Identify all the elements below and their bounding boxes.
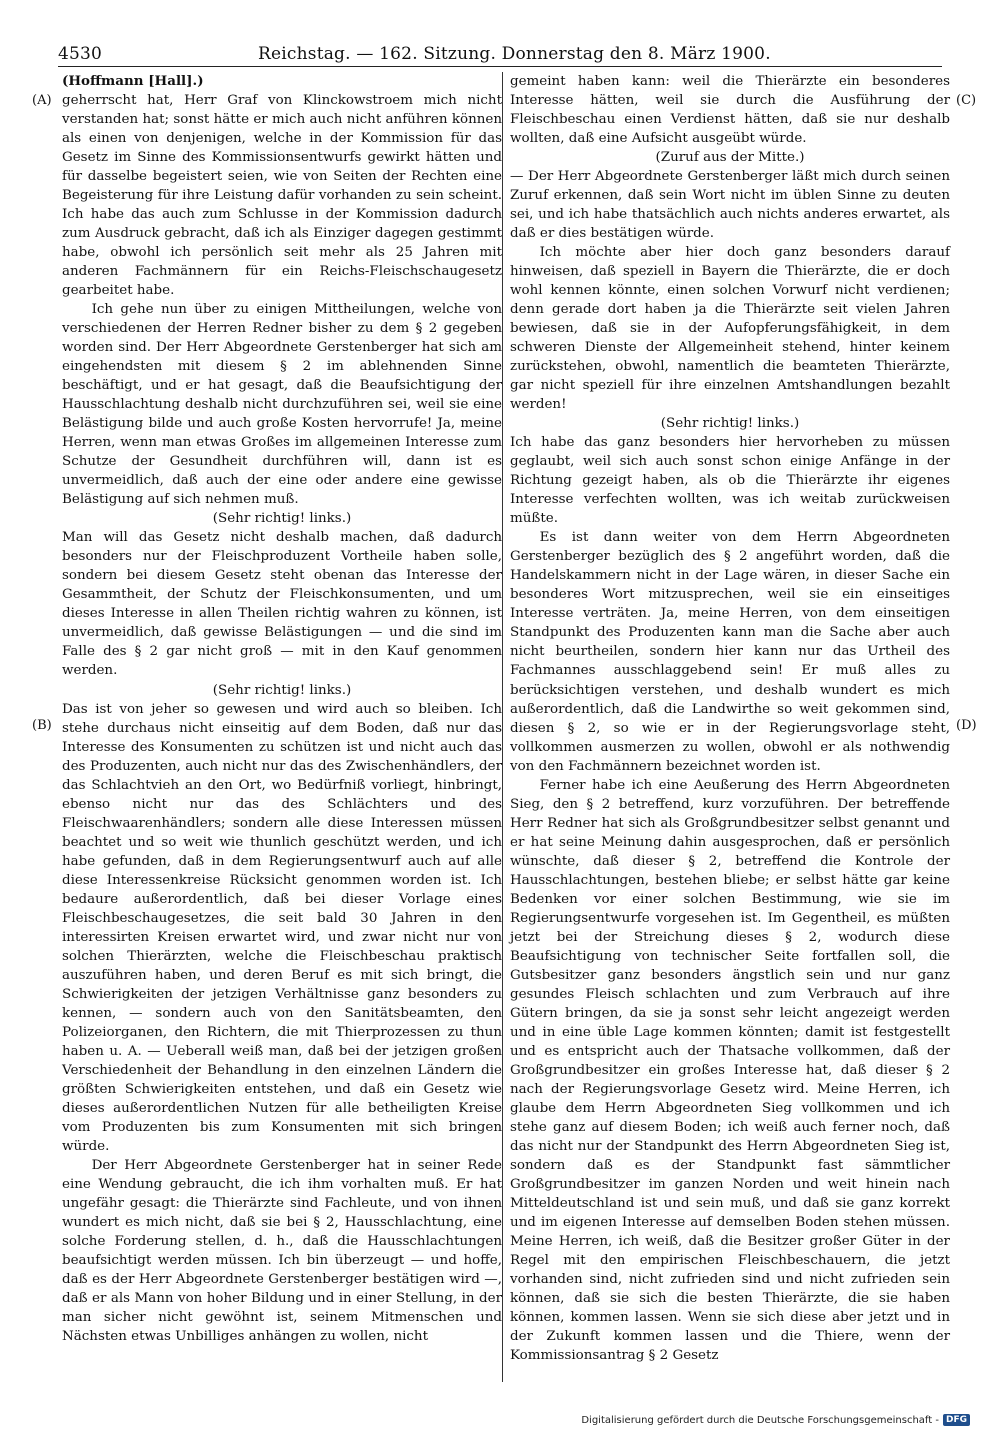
page-number: 4530 (58, 44, 103, 64)
dfg-logo: DFG (943, 1414, 970, 1426)
margin-marker-d: (D) (956, 718, 977, 733)
paragraph: Ich möchte aber hier doch ganz besonders darauf hinweisen, daß speziell in Bayern die Thierärzte, die er doch wohl kennen könnte, einen solchen Vorwurf nicht verdienen; denn gerade dort haben ja die Thierärzte seit vielen Jahren bewiesen, daß sie in der Aufopferungsfähigkeit, in dem schweren Dienste der Allgemeinheit stehend, hinter keinem zurückstehen, obwohl, namentlich die beamteten Thierärzte, gar nicht speziell für ihre einzelnen Amtshandlungen bezahlt werden! (510, 245, 950, 413)
column-divider (502, 72, 503, 1382)
interjection: (Sehr richtig! links.) (212, 511, 352, 527)
paragraph: gemeint haben kann: weil die Thierärzte ein besonderes Interesse hätten, weil sie durch die Ausführung der Fleischbeschau einen Verdienst hätten, daß sie nur deshalb wollten, daß eine Aufsicht ausgeübt würde. (510, 74, 950, 147)
speaker-label: (Hoffmann [Hall].) (62, 73, 204, 89)
margin-marker-c: (C) (956, 93, 977, 108)
right-column (510, 72, 950, 1386)
interjection: (Sehr richtig! links.) (212, 682, 352, 698)
paragraph: Ferner habe ich eine Aeußerung des Herrn Abgeordneten Sieg, den § 2 betreffend, kurz vorzuführen. Der betreffende Herr Redner hat sich als Großgrundbesitzer selbst genannt und er hat seine Meinung dahin ausgesprochen, daß er persönlich wünschte, daß dieser § 2, betreffend die Kontrole der Hausschlachtungen, bestehen bliebe; er selbst hätte gar keine Bedenken vor einer solchen Bestimmung, wie sie im Regierungsentwurfe vorgesehen ist. Im Gegentheil, es müßten jetzt bei der Streichung dieses § 2, wodurch diese Beaufsichtigung von technischer Seite fortfallen soll, die Gutsbesitzer ganz besonders ängstlich sein und nur ganz gesundes Fleisch schlachten und zum Verbrauch auf ihre Gütern bringen, da sie ja sonst sehr leicht angezeigt werden und in eine üble Lage kommen könnten; damit ist festgestellt und es entspricht auch der Thatsache vollkommen, daß der Großgrundbesitzer ein großes Interesse hat, daß dieser § 2 nach der Regierungsvorlage Gesetz wird. Meine Herren, ich glaube dem Herrn Abgeordneten Sieg vollkommen und ich stehe ganz auf diesem Boden; ich weiß auch ferner noch, daß das nicht nur der Standpunkt des Herrn Abgeordneten Sieg ist, sondern daß es der Standpunkt fast sämmtlicher Großgrundbesitzer im ganzen Norden und weit hinein nach Mitteldeutschland ist und sein muß, und daß sie ganz korrekt und im eigenen Interesse auf demselben Boden stehen müssen. Meine Herren, ich weiß, daß die Besitzer großer Güter in der Regel mit den empirischen Fleischbeschauern, die jetzt vorhanden sind, nicht zufrieden sind und nicht zufrieden sein können, daß sie sich die besten Thierärzte, die sie haben können, kommen lassen. Wenn sie sich diese aber jetzt und in der Zukunft kommen lassen und die Thiere, wenn der Kommissionsantrag § 2 Gesetz (510, 777, 950, 1364)
page-running-title: Reichstag. — 162. Sitzung. Donnerstag den 8. März 1900. (258, 44, 771, 64)
margin-marker-a: (A) (32, 93, 52, 108)
interjection: (Zuruf aus der Mitte.) (655, 150, 805, 166)
margin-marker-b: (B) (32, 718, 52, 733)
page-header (58, 40, 948, 74)
digitization-footer (581, 1412, 970, 1428)
paragraph: Das ist von jeher so gewesen und wird auch so bleiben. Ich stehe durchaus nicht einseitig auf dem Boden, daß nur das Interesse des Konsumenten zu schützen ist und nicht auch das des Produzenten, auch nicht nur das des Zwischenhändlers, der das Schlachtvieh an den Ort, wo Bedürfniß vorliegt, hinbringt, ebenso nicht nur das des Schlächters und des Fleischwaarenhändlers; sondern alle diese Interessen müssen beachtet und so weit wie thunlich geschützt werden, und ich habe gefunden, daß in dem Regierungsentwurf auch auf alle diese Interessenkreise Rücksicht genommen worden ist. Ich bedaure außerordentlich, daß bei dieser Vorlage eines Fleischbeschaugesetzes, die seit bald 30 Jahren in den interessirten Kreisen erwartet wird, und zwar nicht nur von solchen Thierärzten, welche die Fleischbeschau praktisch auszuführen haben, und deren Beruf es mit sich bringt, die Schwierigkeiten der jetzigen Verhältnisse ganz besonders zu kennen, — sondern auch von den Sanitätsbeamten, den Polizeiorganen, den Richtern, die mit Thierprozessen zu thun haben u. A. — Ueberall weiß man, daß bei der jetzigen großen Verschiedenheit der Behandlung in den einzelnen Ländern die größten Schwierigkeiten entstehen, und daß ein Gesetz wie dieses außerordentlichen Nutzen für alle betheiligten Kreise vom Produzenten bis zum Konsumenten mit sich bringen würde. (62, 701, 502, 1154)
header-rule (58, 66, 942, 67)
paragraph: Ich gehe nun über zu einigen Mittheilungen, welche von verschiedenen der Herren Redner bisher zu dem § 2 gegeben worden sind. Der Herr Abgeordnete Gerstenberger hat sich am eingehendsten mit diesem § 2 im ablehnenden Sinne beschäftigt, und er hat gesagt, daß die Beaufsichtigung der Hausschlachtung deshalb nicht durchzuführen sei, weil sie eine Belästigung bilde und auch große Kosten hervorrufe! Ja, meine Herren, wenn man etwas Großes im allgemeinen Interesse zum Schutze der Gesundheit durchführen will, dann ist es unvermeidlich, daß auch der eine oder andere eine gewisse Belästigung auf sich nehmen muß. (62, 302, 502, 508)
footer-text: Digitalisierung gefördert durch die Deutsche Forschungsgemeinschaft - (581, 1414, 939, 1426)
paragraph: Ich habe das ganz besonders hier hervorheben zu müssen geglaubt, weil sich auch sonst schon einige Anfänge in der Richtung gezeigt haben, als ob die Thierärzte ihr eigenes Interesse verfechten wollten, was ich weitab zurückweisen müßte. (510, 435, 950, 527)
paragraph: Es ist dann weiter von dem Herrn Abgeordneten Gerstenberger bezüglich des § 2 angeführt worden, daß die Handelskammern nicht in der Lage wären, in dieser Sache ein besonderes Wort mitzusprechen, weil sie ein einseitiges Interesse verträten. Ja, meine Herren, von dem einseitigen Standpunkt des Produzenten kann man die Sache aber auch nicht beurtheilen, sondern hier kann nur das Urtheil des Fachmannes ausschlaggebend sein! Er muß alles zu berücksichtigen verstehen, und deshalb wundert es mich außerordentlich, daß die Landwirthe so weit gekommen sind, diesen § 2, so wie er in der Regierungsvorlage steht, vollkommen ausmerzen zu wollen, obwohl er als nothwendig von den Fachmännern bezeichnet worden ist. (510, 530, 950, 774)
paragraph: Man will das Gesetz nicht deshalb machen, daß dadurch besonders nur der Fleischproduzent Vortheile haben solle, sondern bei diesem Gesetz steht obenan das Interesse der Gesammtheit, der Schutz der Fleischkonsumenten, und um dieses Interesse in allen Theilen richtig wahren zu können, ist unvermeidlich, daß gewisse Belästigungen — und die sind im Falle des § 2 gar nicht groß — mit in den Kauf genommen werden. (62, 530, 502, 679)
paragraph: geherrscht hat, Herr Graf von Klinckowstroem mich nicht verstanden hat; sonst hätte er mich auch nicht anführen können als einen von denjenigen, welche in der Kommission für das Gesetz im Sinne des Kommissionsentwurfs gewirkt hätten und für dasselbe begeistert seien, wie von Seiten der Rechten eine Begeisterung für ihre Leistung dafür vorhanden zu sein scheint. Ich habe das auch zum Schlusse in der Kommission dadurch zum Ausdruck gebracht, daß ich als Einziger dagegen gestimmt habe, obwohl ich persönlich seit mehr als 25 Jahren mit anderen Fachmännern für ein Reichs-Fleischschaugesetz gearbeitet habe. (62, 93, 502, 299)
paragraph: Der Herr Abgeordnete Gerstenberger hat in seiner Rede eine Wendung gebraucht, die ich ihm vorhalten muß. Er hat ungefähr gesagt: die Thierärzte sind Fachleute, und von ihnen wundert es mich nicht, daß sie bei § 2, Hausschlachtung, eine solche Forderung stellen, d. h., daß die Hausschlachtungen beaufsichtigt werden müssen. Ich bin überzeugt — und hoffe, daß es der Herr Abgeordnete Gerstenberger bestätigen wird —, daß er als Mann von hoher Bildung und in einer Stellung, in der man sicher nicht gewöhnt ist, seinem Mitmenschen und Nächsten etwas Unbilliges anhängen zu wollen, nicht (62, 1157, 502, 1345)
interjection: (Sehr richtig! links.) (660, 416, 800, 432)
left-column (62, 72, 502, 1386)
paragraph: — Der Herr Abgeordnete Gerstenberger läßt mich durch seinen Zuruf erkennen, daß sein Wort nicht im üblen Sinne zu deuten sei, und ich habe thatsächlich auch nichts anderes erwartet, als daß er dies bestätigen würde. (510, 169, 950, 242)
